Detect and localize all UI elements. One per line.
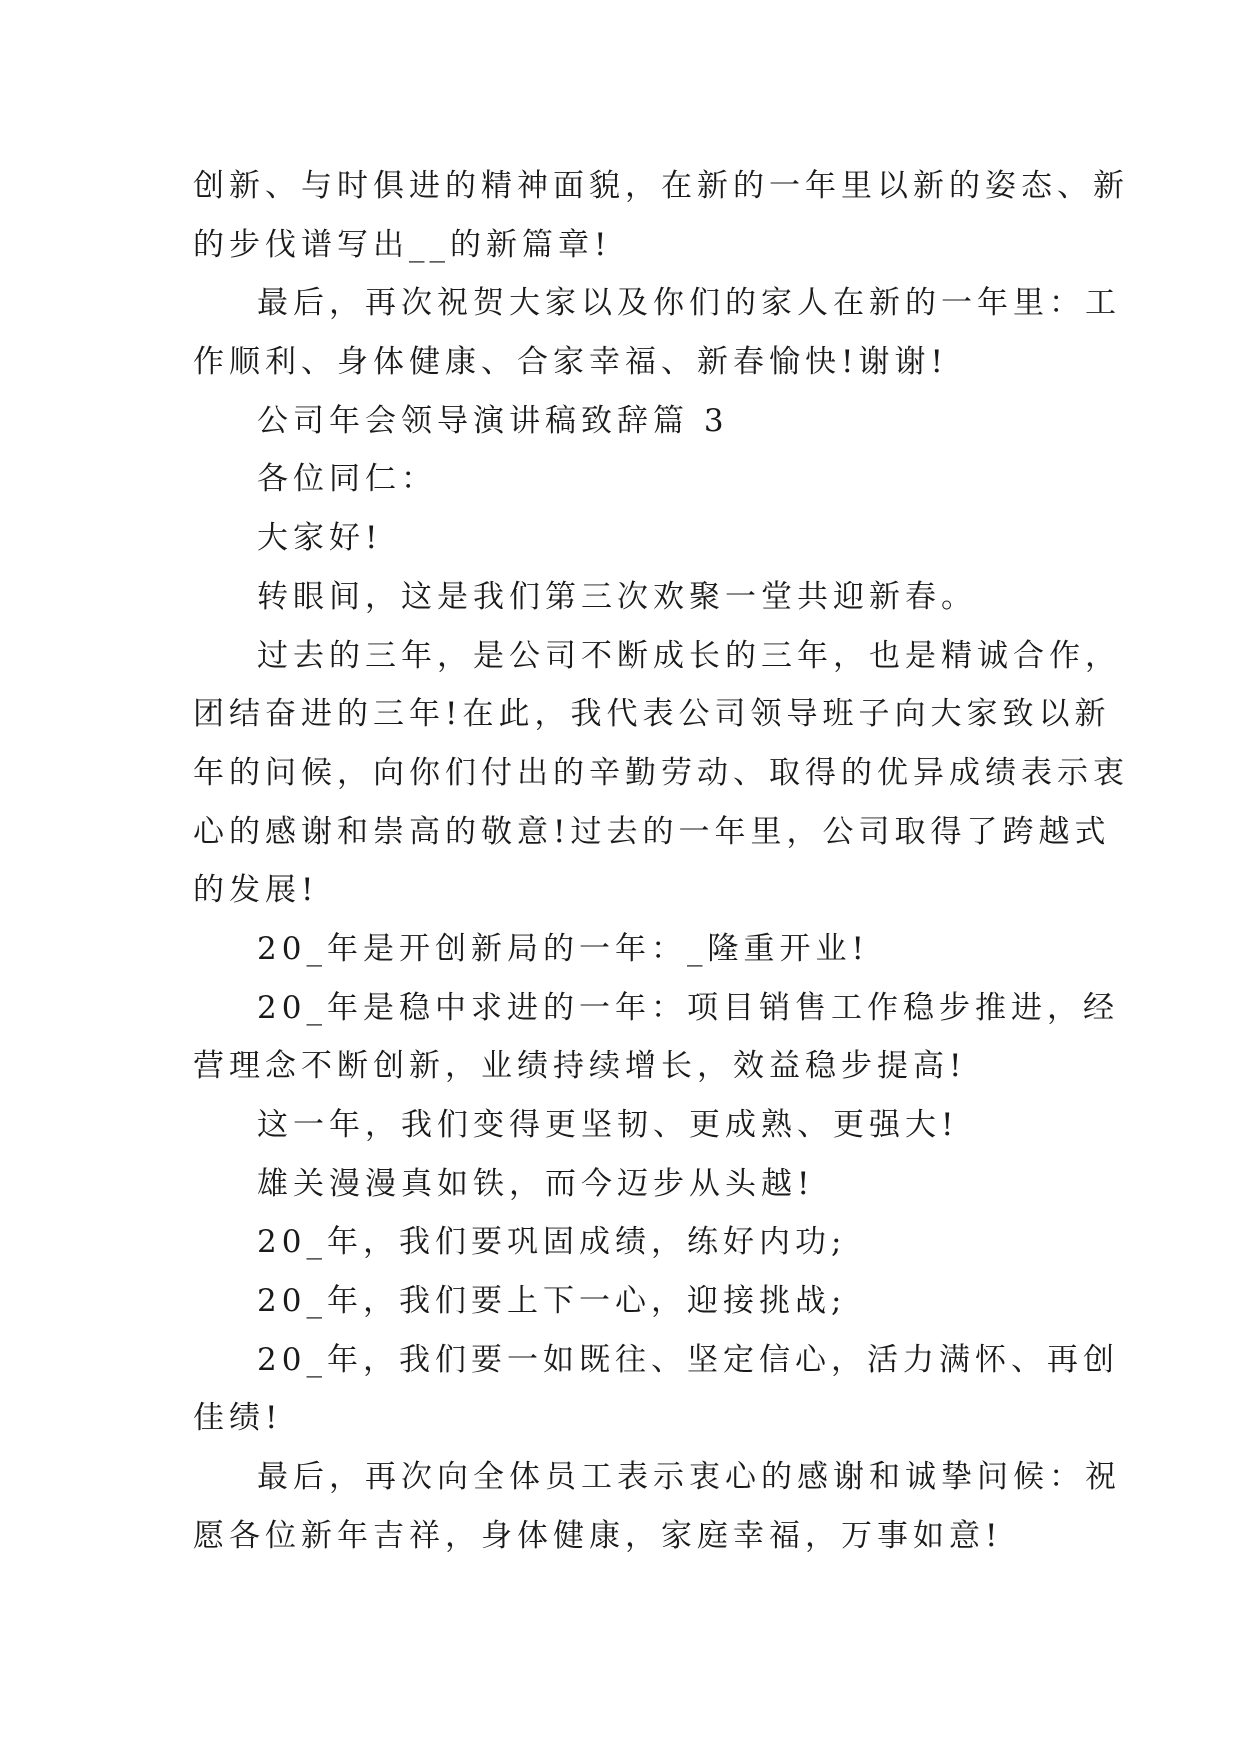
text-line: 最后，再次向全体员工表示衷心的感谢和诚挚问候：祝 [257, 1459, 1121, 1496]
text-line: 20_年，我们要上下一心，迎接挑战; [257, 1283, 847, 1320]
text-line: 雄关漫漫真如铁，而今迈步从头越! [257, 1165, 815, 1202]
salutation: 各位同仁： [257, 461, 437, 498]
greeting: 大家好! [257, 520, 383, 557]
text-line: 的发展! [193, 872, 319, 909]
text-line: 作顺利、身体健康、合家幸福、新春愉快!谢谢! [193, 344, 948, 381]
text-line: 转眼间，这是我们第三次欢聚一堂共迎新春。 [257, 578, 977, 615]
section-heading: 公司年会领导演讲稿致辞篇 3 [257, 402, 729, 439]
text-line: 这一年，我们变得更坚韧、更成熟、更强大! [257, 1107, 959, 1143]
text-line: 团结奋进的三年!在此，我代表公司领导班子向大家致以新 [193, 696, 1111, 733]
text-line: 心的感谢和崇高的敬意!过去的一年里，公司取得了跨越式 [193, 813, 1111, 850]
text-line: 创新、与时俱进的精神面貌，在新的一年里以新的姿态、新 [193, 168, 1129, 204]
text-line: 20_年是开创新局的一年：_隆重开业! [257, 930, 869, 967]
text-line: 佳绩! [193, 1400, 283, 1437]
document-body [193, 157, 1129, 1566]
text-line: 的步伐谱写出__的新篇章! [193, 226, 612, 263]
text-line: 过去的三年，是公司不断成长的三年，也是精诚合作， [257, 637, 1121, 674]
text-line: 20_年，我们要一如既往、坚定信心，活力满怀、再创 [257, 1341, 1119, 1378]
text-line: 营理念不断创新，业绩持续增长，效益稳步提高! [193, 1048, 967, 1085]
text-line: 愿各位新年吉祥，身体健康，家庭幸福，万事如意! [193, 1517, 1003, 1554]
text-line: 最后，再次祝贺大家以及你们的家人在新的一年里：工 [257, 285, 1121, 322]
text-line: 20_年是稳中求进的一年：项目销售工作稳步推进，经 [257, 989, 1119, 1026]
text-line: 年的问候，向你们付出的辛勤劳动、取得的优异成绩表示衷 [193, 754, 1129, 791]
text-line: 20_年，我们要巩固成绩，练好内功; [257, 1224, 847, 1261]
